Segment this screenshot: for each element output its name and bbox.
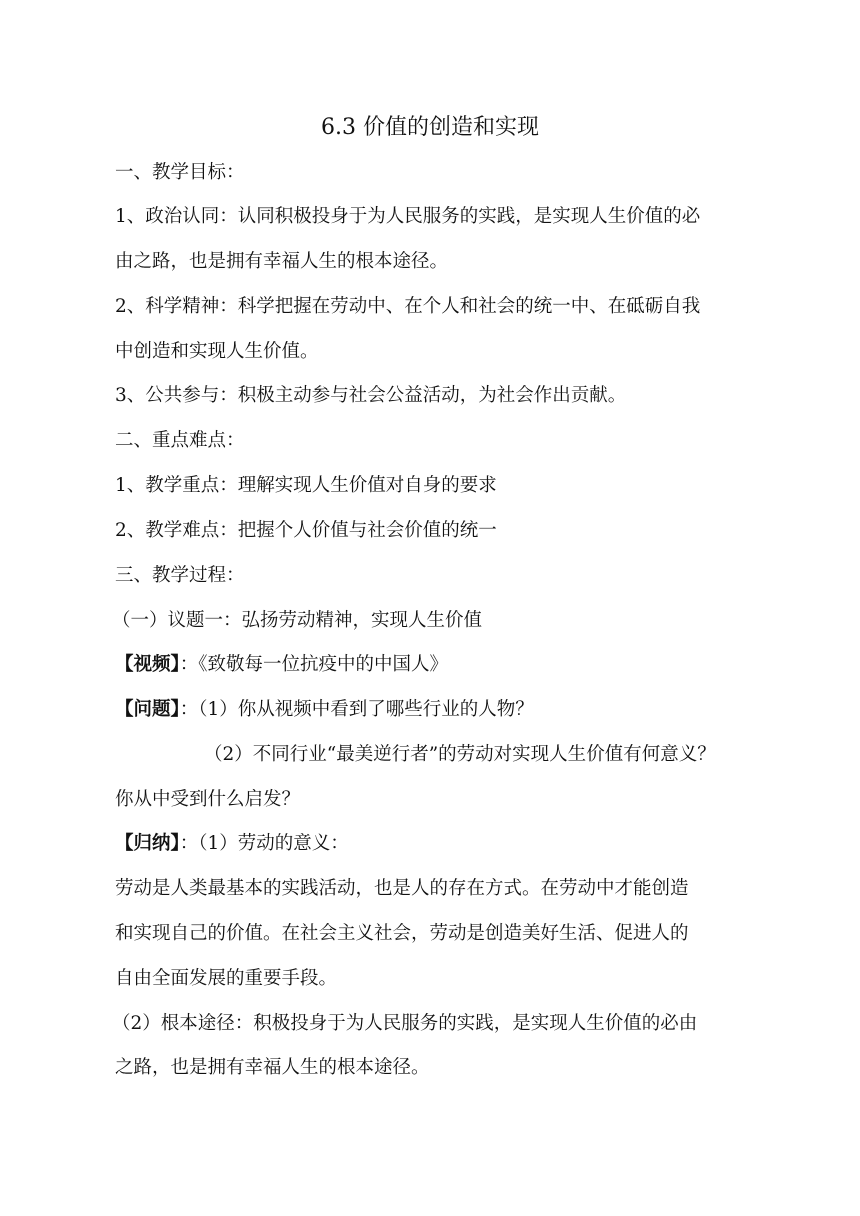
- document-title: 6.3 价值的创造和实现: [321, 115, 539, 140]
- video-line: [115, 652, 755, 678]
- objective-2-line-1: 2、科学精神：科学把握在劳动中、在个人和社会的统一中、在砥砺自我: [115, 296, 701, 317]
- video-text: ：《致敬每一位抗疫中的中国人》: [179, 654, 449, 675]
- summary-1-line-2: 和实现自己的价值。在社会主义社会，劳动是创造美好生活、促进人的: [115, 923, 689, 944]
- summary-2-line-1: （2）根本途径：积极投身于为人民服务的实践，是实现人生价值的必由: [112, 1013, 698, 1034]
- summary-1-line-3: 自由全面发展的重要手段。: [115, 968, 338, 989]
- question-2-line-1: （2）不同行业“最美逆行者”的劳动对实现人生价值有何意义？: [204, 744, 716, 765]
- objective-3: 3、公共参与：积极主动参与社会公益活动，为社会作出贡献。: [115, 385, 627, 406]
- question-2-line-2: 你从中受到什么启发？: [115, 789, 301, 810]
- summary-tag: 【归纳】: [115, 833, 180, 854]
- summary-1-line-1: 劳动是人类最基本的实践活动，也是人的存在方式。在劳动中才能创造: [115, 878, 689, 899]
- objective-2-line-2: 中创造和实现人生价值。: [115, 341, 319, 362]
- objectives-heading: 一、教学目标：: [115, 162, 245, 183]
- objective-1-line-1: 1、政治认同：认同积极投身于为人民服务的实践，是实现人生价值的必: [115, 206, 701, 227]
- question-tag: 【问题】: [115, 699, 180, 720]
- objective-1-line-2: 由之路，也是拥有幸福人生的根本途径。: [115, 251, 449, 272]
- keypoints-heading: 二、重点难点：: [115, 430, 245, 451]
- summary-line-1: [115, 831, 755, 857]
- keypoint-2: 2、教学难点：把握个人价值与社会价值的统一: [115, 520, 497, 541]
- topic-1: （一）议题一：弘扬劳动精神，实现人生价值: [112, 610, 483, 631]
- summary-2-line-2: 之路，也是拥有幸福人生的根本途径。: [115, 1057, 430, 1078]
- video-tag: 【视频】: [115, 654, 180, 675]
- summary-1-heading: ：（1）劳动的意义：: [179, 833, 349, 854]
- question-1: ：（1）你从视频中看到了哪些行业的人物？: [179, 699, 534, 720]
- keypoint-1: 1、教学重点：理解实现人生价值对自身的要求: [115, 475, 497, 496]
- process-heading: 三、教学过程：: [115, 565, 245, 586]
- question-line-1: [115, 697, 755, 723]
